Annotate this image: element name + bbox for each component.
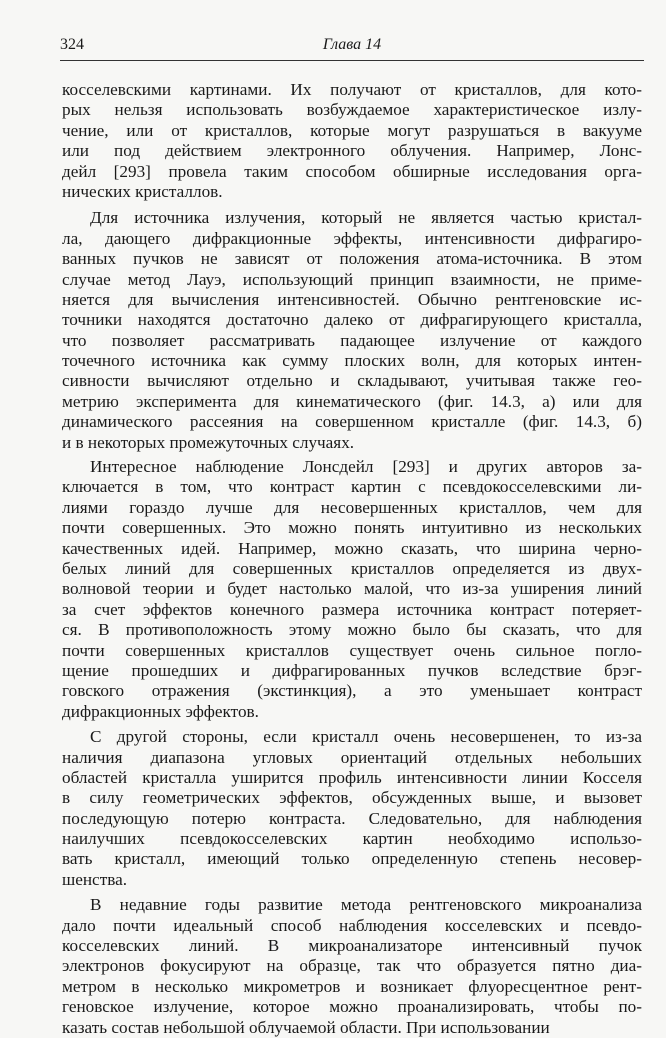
text-line: вать кристалл, имеющий только определенную степень несовер- (62, 849, 642, 869)
text-line: почти совершенных кристаллов существует очень сильное погло- (62, 640, 642, 660)
text-line: белых линий для совершенных кристаллов определяется из двух- (62, 558, 642, 578)
text-line: няется для вычисления интенсивностей. Обычно рентгеновские ис- (62, 289, 642, 309)
text-line: наилучших псевдокосселевских картин необходимо использо- (62, 829, 642, 849)
text-line: казать состав небольшой облучаемой области. При использовании (62, 1017, 550, 1037)
text-line: областей кристалла уширится профиль интенсивности линии Косселя (62, 767, 642, 787)
running-title: Глава 14 (322, 36, 382, 53)
text-line: наличия диапазона угловых ориентаций отдельных небольших (62, 747, 642, 767)
text-line: ла, дающего дифракционные эффекты, интенсивности дифрагиро- (62, 228, 642, 248)
text-line: точники находятся достаточно далеко от дифрагирующего кристалла, (62, 310, 642, 330)
text-line: ключается в том, что контраст картин с псевдокосселевскими ли- (62, 477, 642, 497)
text-line: лиями гораздо лучше для несовершенных кристаллов, чем для (62, 497, 642, 517)
text-line: динамического рассеяния на совершенном кристалле (фиг. 14.3, б) (62, 412, 642, 432)
text-line: и в некоторых промежуточных случаях. (62, 432, 355, 452)
text-line: рых нельзя использовать возбуждаемое характеристическое излу- (62, 100, 642, 120)
text-line: С другой стороны, если кристалл очень несовершенен, то из-за (90, 727, 642, 747)
text-line: дифракционных эффектов. (62, 701, 259, 721)
text-line: метром в несколько микрометров и возникает флуоресцентное рент- (62, 976, 642, 996)
text-line: дейл [293] провела таким способом обширные исследования орга- (62, 161, 642, 181)
text-line: В недавние годы развитие метода рентгеновского микроанализа (90, 895, 642, 915)
page-body (62, 80, 642, 1038)
text-line: Интересное наблюдение Лонсдейл [293] и других авторов за- (90, 457, 642, 477)
text-line: чение, или от кристаллов, которые могут разрушаться в вакууме (62, 120, 642, 140)
paragraph (62, 895, 642, 1038)
text-line: волновой теории и будет настолько малой, что из-за уширения линий (62, 579, 642, 599)
text-line: геновское излучение, которое можно проанализировать, чтобы по- (62, 997, 642, 1017)
page-header (60, 34, 644, 61)
text-line: метрию эксперимента для кинематического (фиг. 14.3, а) или для (62, 391, 642, 411)
text-line: шенства. (62, 869, 128, 889)
text-line: ванных пучков не зависят от положения атома-источника. В этом (62, 249, 642, 269)
text-line: в силу геометрических эффектов, обсужденных выше, и вызовет (62, 788, 642, 808)
text-line: почти совершенных. Это можно понять интуитивно из нескольких (62, 518, 642, 538)
paragraph (62, 208, 642, 453)
text-line: что позволяет рассматривать падающее излучение от каждого (62, 330, 642, 350)
text-line: нических кристаллов. (62, 181, 223, 201)
paragraph (62, 80, 642, 202)
text-line: косселевскими картинами. Их получают от кристаллов, для кото- (62, 80, 642, 99)
text-line: щение прошедших и дифрагированных пучков вследствие брэг- (62, 660, 642, 680)
text-line: последующую потерю контраста. Следовательно, для наблюдения (62, 808, 642, 828)
text-line: сивности вычисляют отдельно и складывают, учитывая также гео- (62, 371, 642, 391)
text-line: точечного источника как сумму плоских волн, для которых интен- (62, 351, 642, 371)
paragraph (62, 727, 642, 890)
text-line: ся. В противоположность этому можно было бы сказать, что для (62, 620, 642, 640)
text-line: дало почти идеальный способ наблюдения косселевских и псевдо- (62, 915, 642, 935)
text-line: случае метод Лауэ, использующий принцип взаимности, не приме- (62, 269, 642, 289)
text-line: качественных идей. Например, можно сказать, что ширина черно- (62, 538, 642, 558)
text-line: косселевских линий. В микроанализаторе интенсивный пучок (62, 936, 642, 956)
page-number: 324 (60, 36, 84, 53)
text-line: за счет эффектов конечного размера источника контраст потеряет- (62, 599, 642, 619)
text-line: говского отражения (экстинкция), а это уменьшает контраст (62, 681, 642, 701)
text-line: электронов фокусируют на образце, так что образуется пятно диа- (62, 956, 642, 976)
text-line: Для источника излучения, который не является частью кристал- (90, 208, 642, 228)
text-line: или под действием электронного облучения. Например, Лонс- (62, 141, 642, 161)
paragraph (62, 457, 642, 722)
